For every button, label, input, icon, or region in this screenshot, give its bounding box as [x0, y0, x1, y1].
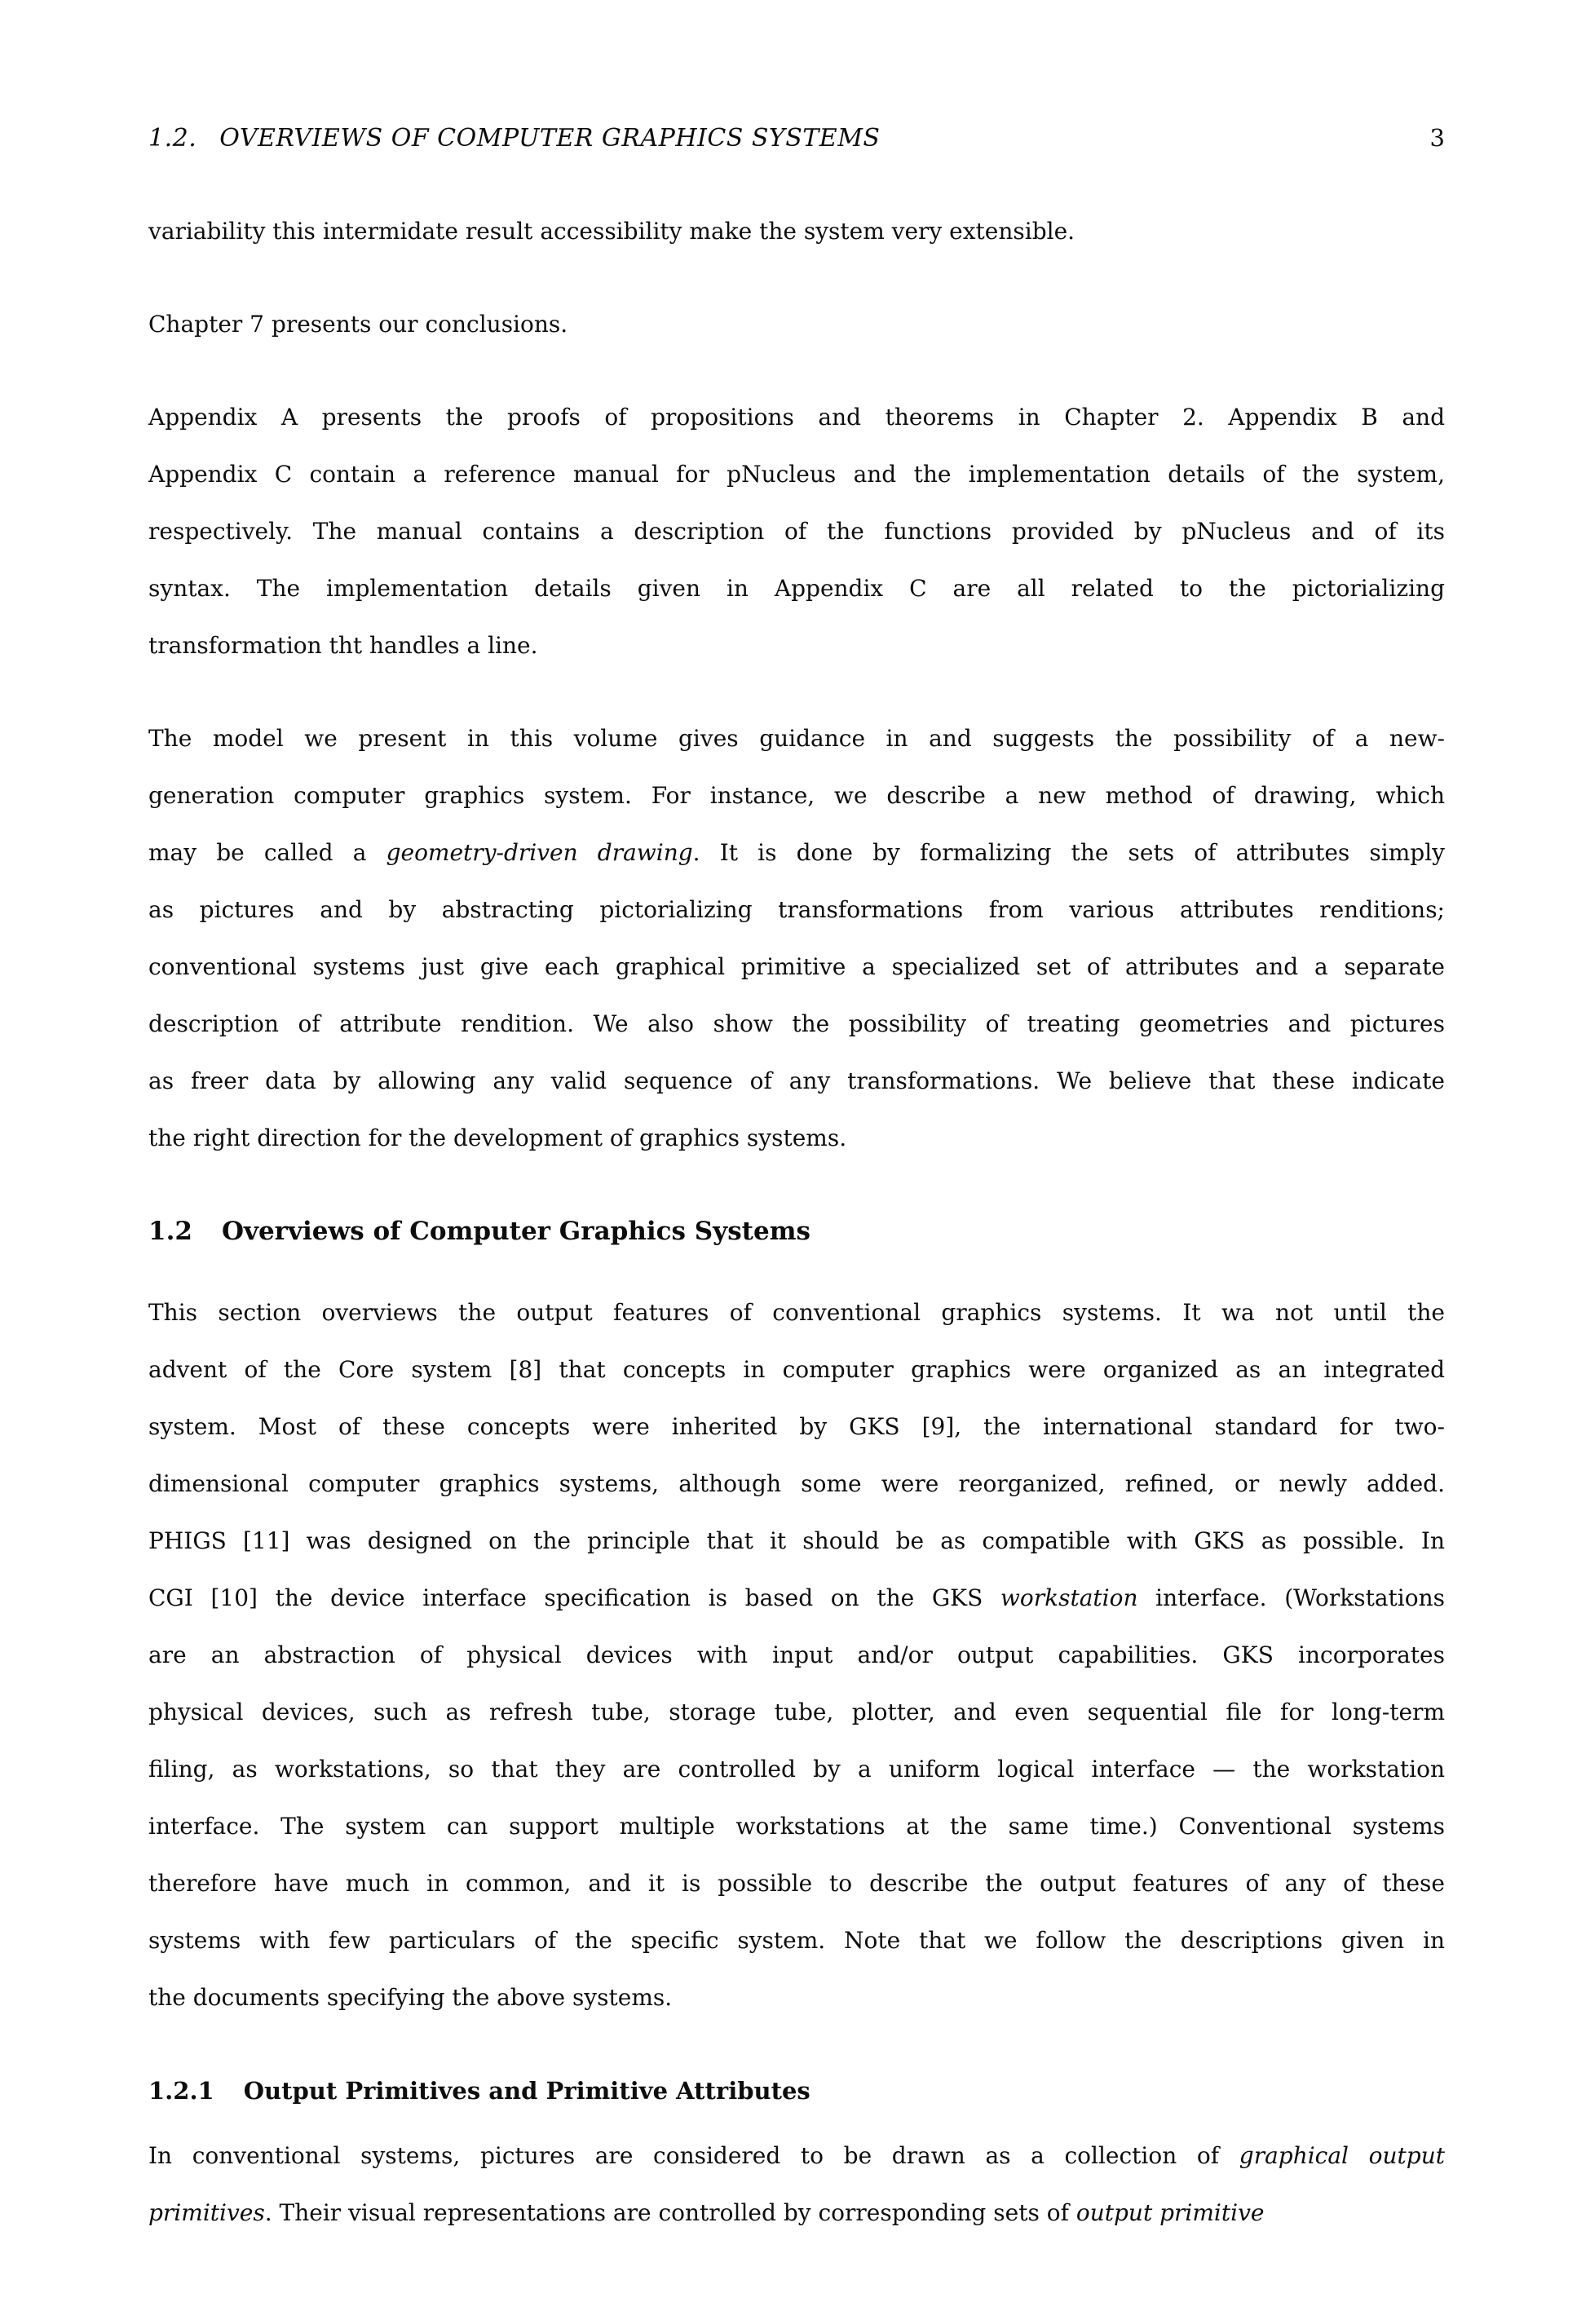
heading-number: 1.2.1	[148, 2077, 214, 2105]
text-segment: advent of the Core system [8] that concepts in computer graphics were organized as an integrated	[148, 1356, 1445, 1383]
text-segment: therefore have much in common, and it is possible to describe the output features of any of these	[148, 1870, 1445, 1897]
text-line	[148, 560, 1445, 617]
paragraph	[148, 2127, 1445, 2242]
text-line	[148, 824, 1445, 881]
text-segment: Chapter 7 presents our conclusions.	[148, 311, 568, 338]
text-segment: . Their visual representations are controlled by corresponding sets of	[264, 2199, 1076, 2226]
text-segment: systems with few particulars of the specific system. Note that we follow the descriptions given in	[148, 1927, 1445, 1954]
text-line	[148, 2127, 1445, 2185]
italic-text-segment: geometry-driven drawing	[386, 839, 693, 866]
text-segment: system. Most of these concepts were inherited by GKS [9], the international standard for two-	[148, 1413, 1445, 1440]
text-line	[148, 503, 1445, 560]
text-line	[148, 1969, 1445, 2026]
text-segment: transformation tht handles a line.	[148, 632, 538, 659]
text-line	[148, 617, 1445, 674]
text-segment: are an abstraction of physical devices with input and/or output capabilities. GKS incorporates	[148, 1641, 1445, 1668]
text-segment: PHIGS [11] was designed on the principle that it should be as compatible with GKS as possible. In	[148, 1527, 1445, 1554]
page-body	[148, 203, 1445, 2242]
text-line	[148, 710, 1445, 767]
text-line	[148, 446, 1445, 503]
text-segment: the documents specifying the above systems.	[148, 1984, 673, 2011]
text-segment: This section overviews the output features of conventional graphics systems. It wa not until the	[148, 1299, 1445, 1326]
text-line	[148, 1798, 1445, 1855]
text-line	[148, 1053, 1445, 1110]
text-segment: may be called a	[148, 839, 386, 866]
italic-text-segment: graphical output	[1239, 2142, 1445, 2169]
text-segment: . It is done by formalizing the sets of attributes simply	[692, 839, 1445, 866]
text-line	[148, 296, 1445, 353]
paragraph	[148, 1284, 1445, 2026]
text-line	[148, 1110, 1445, 1167]
heading-text: Overviews of Computer Graphics Systems	[221, 1217, 810, 1246]
italic-text-segment: output primitive	[1075, 2199, 1265, 2226]
running-header-title	[148, 124, 880, 152]
text-line	[148, 1341, 1445, 1398]
text-segment: generation computer graphics system. For instance, we describe a new method of drawing, which	[148, 782, 1445, 809]
text-segment: physical devices, such as refresh tube, storage tube, plotter, and even sequential file for long-term	[148, 1699, 1445, 1725]
paragraph	[148, 710, 1445, 1167]
text-line	[148, 767, 1445, 824]
paragraph	[148, 389, 1445, 674]
text-segment: variability this intermidate result accessibility make the system very extensible.	[148, 218, 1075, 245]
text-segment: conventional systems just give each graphical primitive a specialized set of attributes and a separate	[148, 953, 1445, 980]
text-segment: description of attribute rendition. We also show the possibility of treating geometries and pictures	[148, 1010, 1445, 1037]
paragraph	[148, 203, 1445, 260]
text-line	[148, 1684, 1445, 1741]
heading-number: 1.2	[148, 1217, 192, 1246]
text-line	[148, 1627, 1445, 1684]
running-header-section-number: 1.2.	[148, 124, 197, 152]
paragraph	[148, 296, 1445, 353]
text-segment: Appendix C contain a reference manual for pNucleus and the implementation details of the system,	[148, 461, 1445, 488]
text-line	[148, 1855, 1445, 1912]
text-segment: Appendix A presents the proofs of propositions and theorems in Chapter 2. Appendix B and	[148, 404, 1445, 431]
text-segment: The model we present in this volume gives guidance in and suggests the possibility of a new-	[148, 725, 1445, 752]
text-segment: the right direction for the development of graphics systems.	[148, 1124, 847, 1151]
heading-text: Output Primitives and Primitive Attributes	[243, 2077, 810, 2105]
text-line	[148, 1513, 1445, 1570]
text-segment: dimensional computer graphics systems, although some were reorganized, refined, or newly added.	[148, 1470, 1445, 1497]
text-segment: CGI [10] the device interface specification is based on the GKS	[148, 1584, 1000, 1611]
italic-text-segment: workstation	[1000, 1584, 1138, 1611]
text-segment: interface. (Workstations	[1137, 1584, 1445, 1611]
text-line	[148, 1398, 1445, 1456]
text-segment: In conventional systems, pictures are considered to be drawn as a collection of	[148, 2142, 1239, 2169]
text-line	[148, 1570, 1445, 1627]
running-header-section-title: OVERVIEWS OF COMPUTER GRAPHICS SYSTEMS	[219, 124, 881, 152]
text-line	[148, 1741, 1445, 1798]
text-segment: syntax. The implementation details given in Appendix C are all related to the pictorializing	[148, 575, 1445, 602]
text-segment: as freer data by allowing any valid sequence of any transformations. We believe that these indicate	[148, 1067, 1445, 1094]
text-segment: filing, as workstations, so that they are controlled by a uniform logical interface — the workstation	[148, 1756, 1445, 1783]
running-header	[148, 124, 1445, 152]
text-line	[148, 1912, 1445, 1969]
text-line	[148, 2185, 1445, 2242]
italic-text-segment: primitives	[148, 2199, 265, 2226]
text-segment: as pictures and by abstracting pictorializing transformations from various attributes renditions;	[148, 896, 1445, 923]
text-segment: interface. The system can support multiple workstations at the same time.) Conventional systems	[148, 1813, 1445, 1840]
text-line	[148, 881, 1445, 939]
text-line	[148, 203, 1445, 260]
text-segment: respectively. The manual contains a description of the functions provided by pNucleus and of its	[148, 518, 1445, 545]
text-line	[148, 939, 1445, 996]
text-line	[148, 1456, 1445, 1513]
text-line	[148, 1284, 1445, 1341]
subsection-heading	[148, 2062, 1445, 2119]
text-line	[148, 389, 1445, 446]
page-number: 3	[1429, 124, 1445, 152]
text-line	[148, 996, 1445, 1053]
section-heading	[148, 1203, 1445, 1260]
